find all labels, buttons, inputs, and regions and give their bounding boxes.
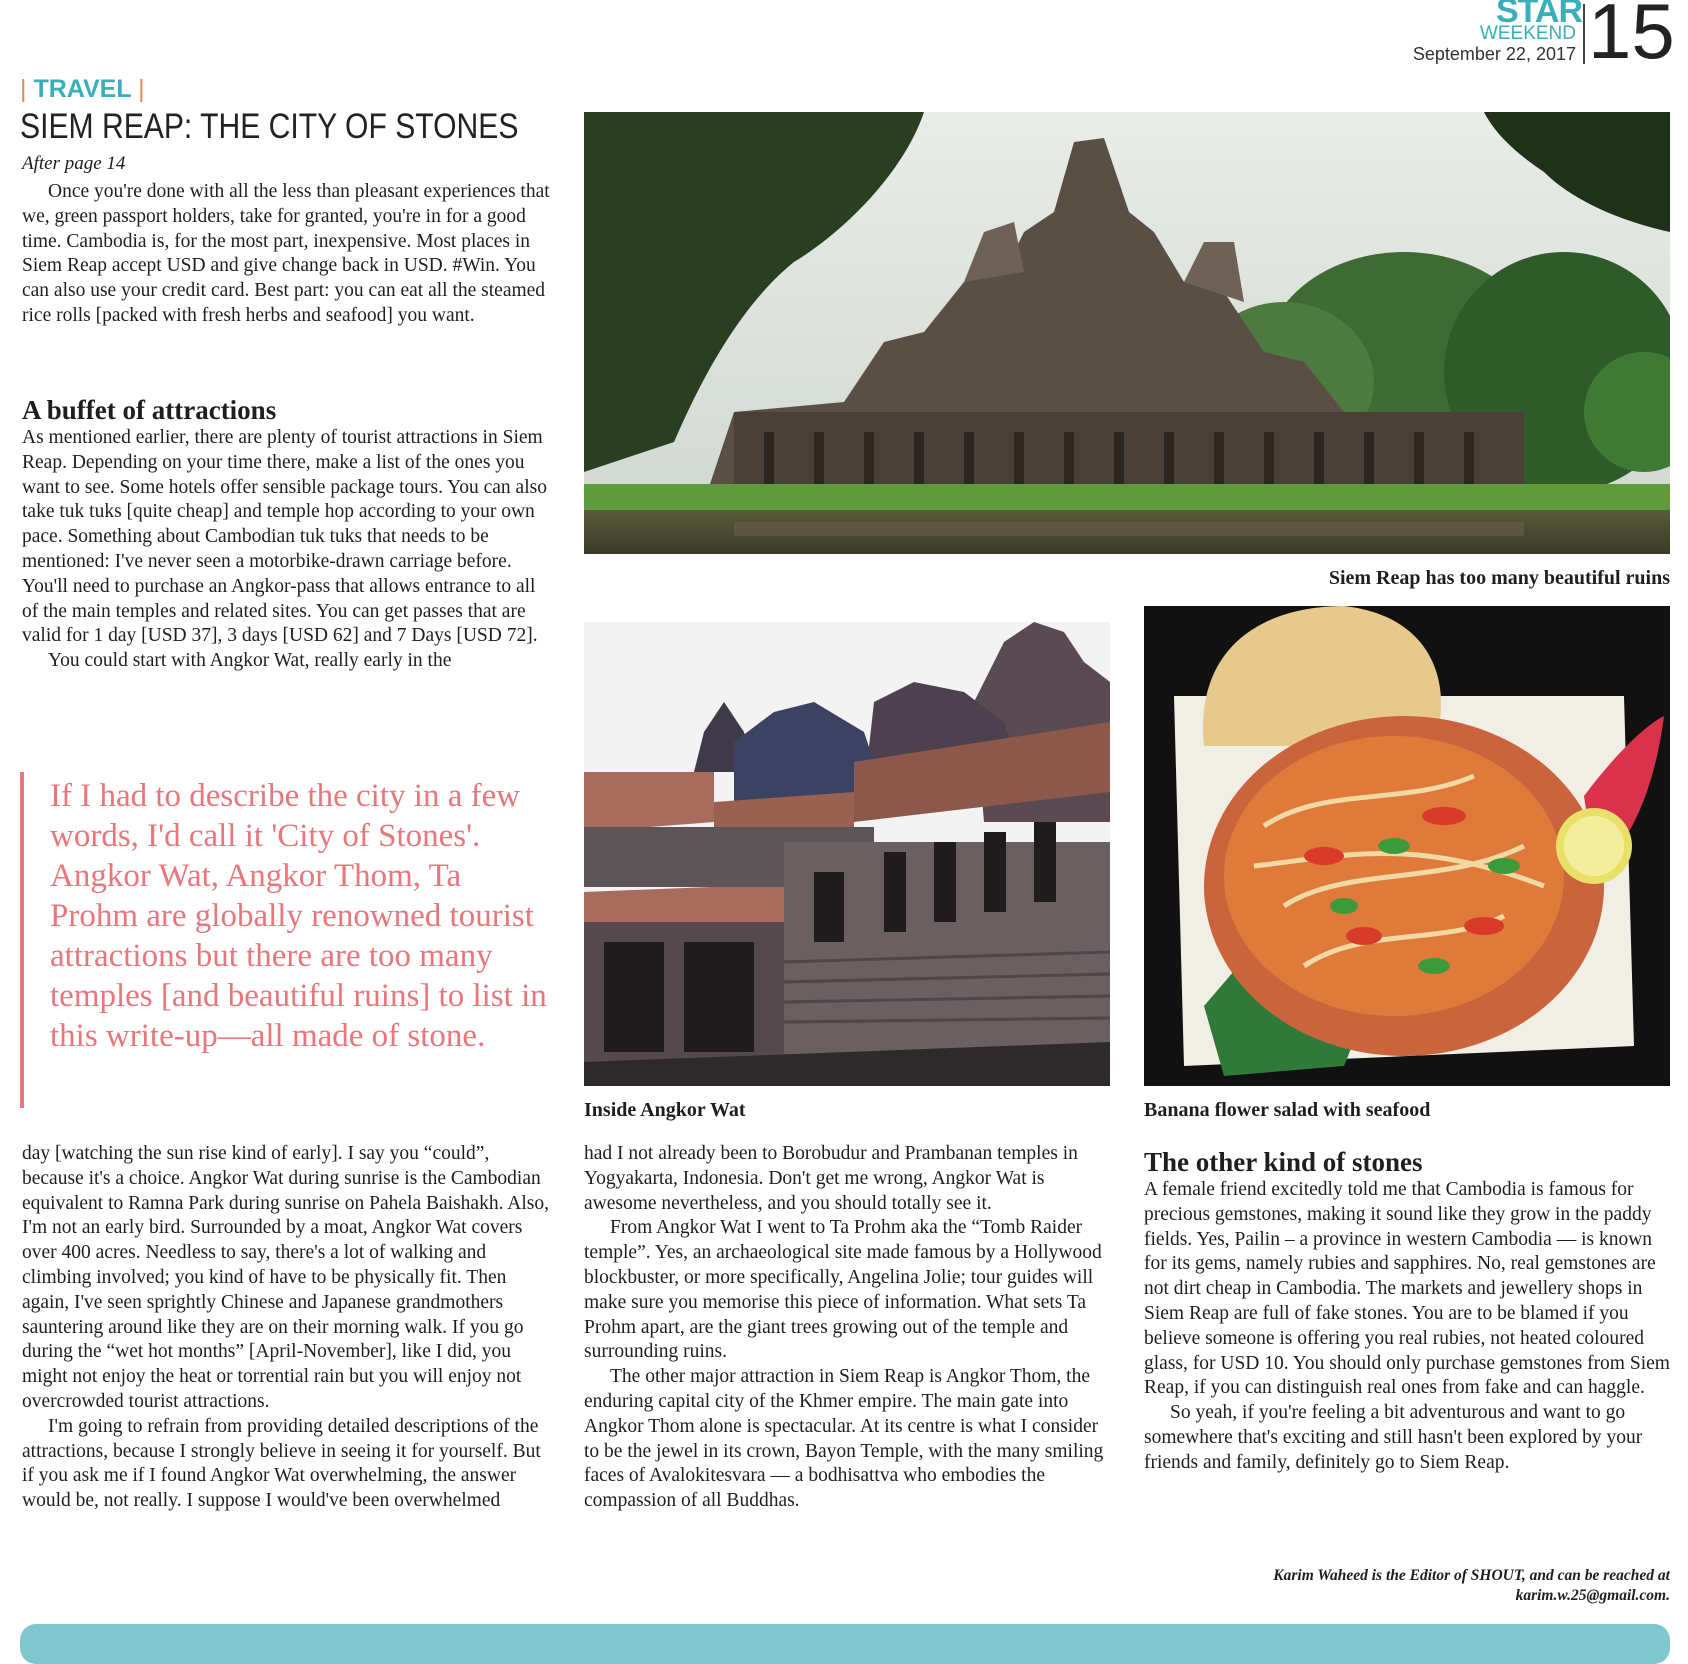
byline-line-2: karim.w.25@gmail.com.	[1515, 1587, 1670, 1604]
section-label	[20, 74, 145, 104]
byline-line-1: Karim Waheed is the Editor of SHOUT, and can be reached at	[1273, 1567, 1670, 1584]
section-bar-left: |	[20, 75, 27, 103]
paragraph: day [watching the sun rise kind of early]. I say you “could”, because it's a choice. Angkor Wat during sunrise is the Cambodian equivalent to Ramna Park during sunrise on Pahela Baishakh. Also, I'm not an early bird. Surrounded by a moat, Angkor Wat covers over 400 acres. Needless to say, there's a lot of walking and climbing involved; you kind of have to be physically fit. Then again, I've seen sprightly Chinese and Japanese grandmothers sauntering around like they are on their morning walk. If you go during the “wet hot months” [April-November], like I did, you might not enjoy the heat or torrential rain but you will enjoy not overcrowded tourist attractions.	[22, 1143, 549, 1412]
paragraph: You could start with Angkor Wat, really early in the	[48, 650, 452, 672]
paragraph: I'm going to refrain from providing detailed descriptions of the attractions, because I strongly believe in seeing it for yourself. But if you ask me if I found Angkor Wat overwhelming, the answer would be, not really. I suppose I would've been overwhelmed	[22, 1415, 541, 1512]
paragraph: A female friend excitedly told me that Cambodia is famous for precious gemstones, making it sound like they grow in the paddy fields. Yes, Pailin – a province in western Cambodia — is known for its gems, namely rubies and sapphires. No, real gemstones are not dirt cheap in Cambodia. The markets and jewellery shops in Siem Reap are full of fake stones. You are to be blamed if you believe someone is offering you real rubies, not heated coloured glass, for USD 10. You should only purchase gemstones from Siem Reap, if you can distinguish real ones from fake and can haggle.	[1144, 1179, 1670, 1399]
masthead-divider	[1583, 4, 1585, 64]
paragraph: So yeah, if you're feeling a bit adventurous and want to go somewhere that's exciting and still hasn't been explored by your friends and family, definitely go to Siem Reap.	[1144, 1402, 1643, 1473]
masthead-sub-brand: WEEKEND	[1479, 23, 1576, 44]
bayon-temple-illustration	[584, 112, 1670, 554]
bayon-temple-photo	[584, 112, 1670, 554]
col1-lower-text	[22, 1142, 552, 1514]
caption-bayon: Siem Reap has too many beautiful ruins	[1328, 567, 1670, 589]
page-number: 15	[1588, 0, 1675, 75]
author-byline	[1140, 1566, 1670, 1606]
col3-lower-text	[1144, 1178, 1670, 1476]
paragraph: Once you're done with all the less than pleasant experiences that we, green passport holders, take for granted, you're in for a good time. Cambodia is, for the most part, inexpensive. Most places in Siem Reap accept USD and give change back in USD. #Win. You can also use your credit card. Best part: you can eat all the steamed rice rolls [packed with fresh herbs and seafood] you want.	[22, 181, 550, 326]
masthead-brand: STAR	[1496, 0, 1583, 30]
masthead-date: September 22, 2017	[1412, 44, 1576, 64]
intro-text	[22, 180, 552, 329]
article-headline: SIEM REAP: THE CITY OF STONES	[20, 107, 519, 146]
angkor-wat-photo	[584, 622, 1110, 1086]
salad-illustration	[1144, 606, 1670, 1086]
buffet-text	[22, 426, 552, 674]
col2-lower-text	[584, 1142, 1114, 1514]
paragraph: had I not already been to Borobudur and Prambanan temples in Yogyakarta, Indonesia. Don't get me wrong, Angkor Wat is awesome nevertheless, and you should totally see it.	[584, 1143, 1078, 1214]
subhead-other-stones: The other kind of stones	[1144, 1147, 1423, 1177]
subhead-buffet: A buffet of attractions	[22, 395, 277, 425]
section-bar-right: |	[138, 75, 145, 103]
caption-angkor-wat: Inside Angkor Wat	[584, 1099, 746, 1121]
paragraph: As mentioned earlier, there are plenty of tourist attractions in Siem Reap. Depending on your time there, make a list of the ones you want to see. Some hotels offer sensible package tours. You can also take tuk tuks [quite cheap] and temple hop according to your own pace. Something about Cambodian tuk tuks that needs to be mentioned: I've never seen a motorbike-drawn carriage before. You'll need to purchase an Angkor-pass that allows entrance to all of the main temples and related sites. You can get passes that are valid for 1 day [USD 37], 3 days [USD 62] and 7 Days [USD 72].	[22, 427, 547, 647]
paragraph: The other major attraction in Siem Reap is Angkor Thom, the enduring capital city of the Khmer empire. The main gate into Angkor Thom alone is spectacular. At its centre is what I consider to be the jewel in its crown, Bayon Temple, with the many smiling faces of Avalokitesvara — a bodhisattva who embodies the compassion of all Buddhas.	[584, 1366, 1104, 1512]
section-label-text: TRAVEL	[33, 75, 132, 103]
paragraph: From Angkor Wat I went to Ta Prohm aka the “Tomb Raider temple”. Yes, an archaeological site made famous by a Hollywood blockbuster, or more specifically, Angelina Jolie; tour guides will make sure you memorise this piece of information. What sets Ta Prohm apart, are the giant trees growing out of the temple and surrounding ruins.	[584, 1217, 1102, 1363]
pull-quote-rule	[20, 772, 24, 1108]
footer-bar	[20, 1624, 1670, 1664]
jump-line: After page 14	[22, 153, 126, 174]
salad-photo	[1144, 606, 1670, 1086]
angkor-wat-illustration	[584, 622, 1110, 1086]
pull-quote: If I had to describe the city in a few words, I'd call it 'City of Stones'. Angkor Wat, Angkor Thom, Ta Prohm are globally renowned tourist attractions but there are too many temples [and beautiful ruins] to list in this write-up—all made of stone.	[50, 778, 547, 1054]
caption-salad: Banana flower salad with seafood	[1144, 1099, 1431, 1121]
